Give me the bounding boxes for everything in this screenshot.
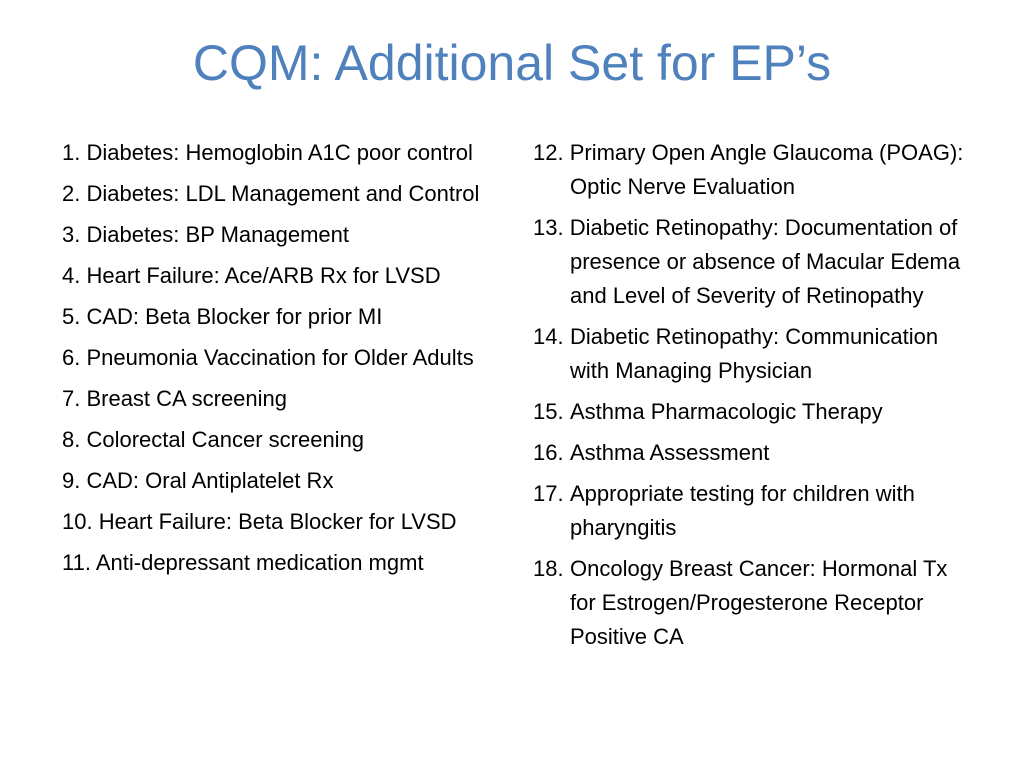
list-item xyxy=(533,436,973,470)
list-item-number: 14. xyxy=(533,324,564,349)
list-item: 5. CAD: Beta Blocker for prior MI xyxy=(62,304,383,329)
list-item xyxy=(533,320,973,388)
list-item-number: 15. xyxy=(533,399,564,424)
list-item-number: 18. xyxy=(533,556,564,581)
left-measure-list xyxy=(62,136,512,587)
list-item: 1. Diabetes: Hemoglobin A1C poor control xyxy=(62,140,473,165)
right-measure-list xyxy=(533,136,973,661)
list-item: 2. Diabetes: LDL Management and Control xyxy=(62,181,480,206)
list-item-text: Oncology Breast Cancer: Hormonal Tx for Estrogen/Progesterone Receptor Positive CA xyxy=(570,556,948,649)
list-item: 13. Diabetic Retinopathy: Documentation of presence or absence of Macular Edema and Level of Severity of Retinopathy xyxy=(533,215,961,308)
list-item: 4. Heart Failure: Ace/ARB Rx for LVSD xyxy=(62,263,441,288)
list-item-text: Asthma Pharmacologic Therapy xyxy=(570,399,883,424)
list-item: 12. Primary Open Angle Glaucoma (POAG): Optic Nerve Evaluation xyxy=(533,140,964,199)
list-item: 10. Heart Failure: Beta Blocker for LVSD xyxy=(62,509,457,534)
list-item-number: 17. xyxy=(533,481,564,506)
list-item: 7. Breast CA screening xyxy=(62,386,288,411)
list-item-text: Diabetic Retinopathy: Communication with Managing Physician xyxy=(570,324,939,383)
list-item: 8. Colorectal Cancer screening xyxy=(62,427,365,452)
list-item: 6. Pneumonia Vaccination for Older Adults xyxy=(62,345,474,370)
list-item-number: 16. xyxy=(533,440,564,465)
list-item-text: Appropriate testing for children with pharyngitis xyxy=(570,481,915,540)
slide-title: CQM: Additional Set for EP’s xyxy=(192,35,832,91)
list-item-text: Asthma Assessment xyxy=(570,440,770,465)
list-item: 3. Diabetes: BP Management xyxy=(62,222,349,247)
list-item xyxy=(533,477,973,545)
list-item: 11. Anti-depressant medication mgmt xyxy=(62,550,424,575)
list-item xyxy=(533,552,973,654)
list-item xyxy=(533,395,973,429)
list-item: 9. CAD: Oral Antiplatelet Rx xyxy=(62,468,334,493)
